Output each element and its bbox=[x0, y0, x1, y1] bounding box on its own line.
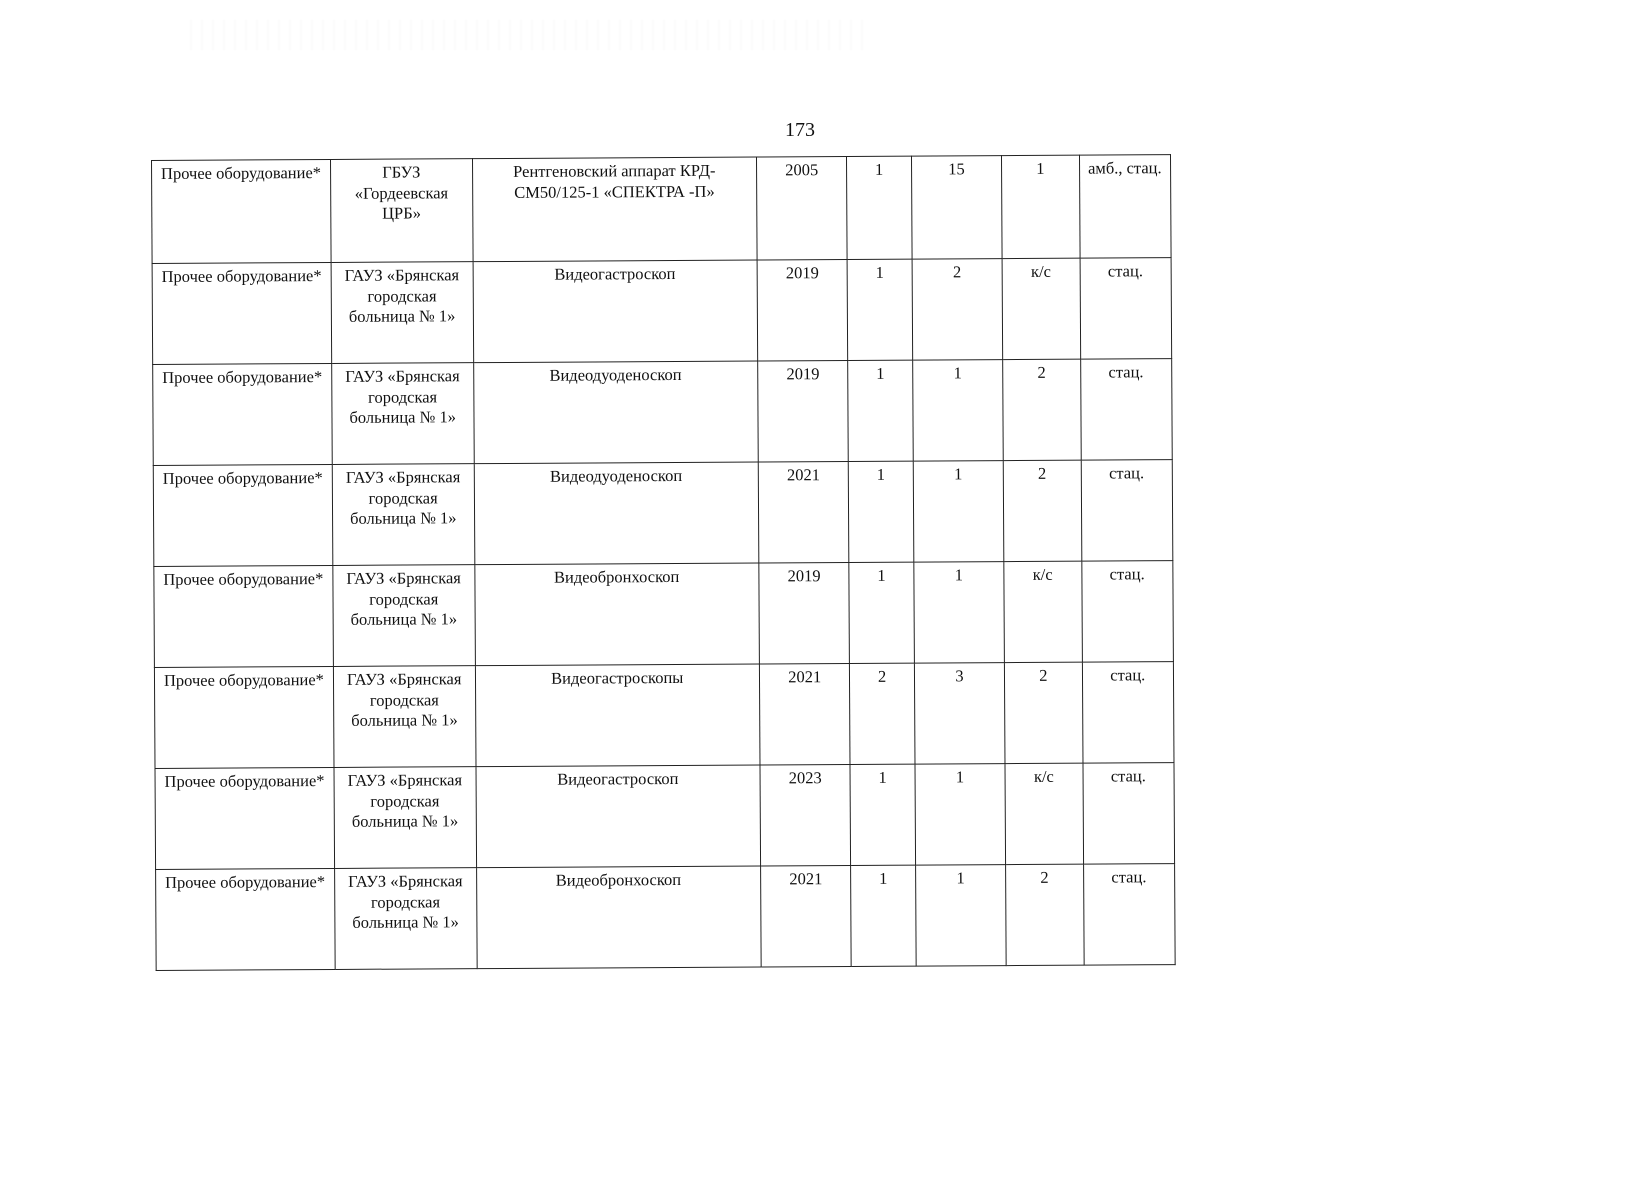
quantity-cell: 1 bbox=[847, 259, 912, 360]
wear-cell: 1 bbox=[915, 865, 1006, 967]
organization-cell: ГАУЗ «Брянская городская больница № 1» bbox=[333, 565, 475, 667]
table-row bbox=[156, 864, 1176, 971]
table-row bbox=[154, 561, 1174, 668]
organization-cell: ГАУЗ «Брянская городская больница № 1» bbox=[333, 666, 475, 768]
wear-cell: 1 bbox=[912, 360, 1003, 462]
shifts-cell: к/с bbox=[1004, 561, 1082, 662]
category-cell: Прочее оборудование* bbox=[155, 767, 334, 869]
category-cell: Прочее оборудование* bbox=[154, 666, 333, 768]
organization-cell: ГАУЗ «Брянская городская больница № 1» bbox=[331, 262, 473, 364]
table-row bbox=[153, 359, 1173, 466]
equipment-name-cell: Видеогастроскоп bbox=[473, 260, 758, 363]
quantity-cell: 1 bbox=[849, 461, 914, 562]
mode-cell: стац. bbox=[1081, 460, 1173, 562]
mode-cell: стац. bbox=[1083, 763, 1175, 865]
page-number: 173 bbox=[785, 119, 815, 141]
quantity-cell: 1 bbox=[848, 360, 913, 461]
shifts-cell: к/с bbox=[1005, 763, 1083, 864]
quantity-cell: 1 bbox=[847, 156, 912, 259]
wear-cell: 3 bbox=[914, 663, 1005, 765]
year-cell: 2023 bbox=[760, 764, 851, 866]
year-cell: 2021 bbox=[759, 663, 850, 765]
category-cell: Прочее оборудование* bbox=[156, 868, 335, 970]
mode-cell: амб., стац. bbox=[1079, 155, 1171, 259]
table-row bbox=[153, 460, 1173, 567]
equipment-name-cell: Видеобронхоскоп bbox=[474, 563, 759, 666]
table-row bbox=[154, 662, 1174, 769]
organization-cell: ГАУЗ «Брянская городская больница № 1» bbox=[334, 868, 476, 970]
equipment-name-cell: Видеодуоденоскоп bbox=[474, 462, 759, 565]
wear-cell: 1 bbox=[915, 764, 1006, 866]
organization-cell: ГАУЗ «Брянская городская больница № 1» bbox=[332, 464, 474, 566]
table-row bbox=[155, 763, 1175, 870]
shifts-cell: к/с bbox=[1002, 258, 1080, 359]
year-cell: 2019 bbox=[759, 562, 850, 664]
mode-cell: стац. bbox=[1082, 662, 1174, 764]
table-row bbox=[152, 155, 1172, 264]
wear-cell: 2 bbox=[912, 259, 1003, 361]
year-cell: 2005 bbox=[756, 156, 847, 260]
category-cell: Прочее оборудование* bbox=[152, 159, 331, 263]
mode-cell: стац. bbox=[1080, 258, 1172, 360]
category-cell: Прочее оборудование* bbox=[153, 363, 332, 465]
quantity-cell: 1 bbox=[850, 764, 915, 865]
year-cell: 2021 bbox=[758, 461, 849, 563]
mode-cell: стац. bbox=[1080, 359, 1172, 461]
equipment-name-cell: Видеодуоденоскоп bbox=[473, 361, 758, 464]
mode-cell: стац. bbox=[1081, 561, 1173, 663]
year-cell: 2019 bbox=[758, 360, 849, 462]
equipment-name-cell: Видеобронхоскоп bbox=[476, 866, 761, 969]
scan-artifact bbox=[190, 20, 870, 50]
equipment-name-cell: Видеогастроскопы bbox=[475, 664, 760, 767]
table-row bbox=[152, 258, 1172, 365]
wear-cell: 15 bbox=[911, 156, 1002, 260]
quantity-cell: 1 bbox=[851, 865, 916, 966]
organization-cell: ГАУЗ «Брянская городская больница № 1» bbox=[334, 767, 476, 869]
shifts-cell: 1 bbox=[1002, 155, 1080, 258]
wear-cell: 1 bbox=[914, 562, 1005, 664]
shifts-cell: 2 bbox=[1005, 662, 1083, 763]
equipment-name-cell: Рентгеновский аппарат КРД-СМ50/125-1 «СПЕКТРА -П» bbox=[472, 157, 757, 262]
shifts-cell: 2 bbox=[1003, 359, 1081, 460]
organization-cell: ГАУЗ «Брянская городская больница № 1» bbox=[332, 363, 474, 465]
category-cell: Прочее оборудование* bbox=[153, 464, 332, 566]
mode-cell: стац. bbox=[1083, 864, 1175, 966]
organization-cell: ГБУЗ «Гордеевская ЦРБ» bbox=[330, 159, 472, 263]
equipment-table bbox=[151, 154, 1176, 971]
shifts-cell: 2 bbox=[1003, 460, 1081, 561]
year-cell: 2021 bbox=[761, 865, 852, 967]
shifts-cell: 2 bbox=[1006, 864, 1084, 965]
quantity-cell: 2 bbox=[850, 663, 915, 764]
category-cell: Прочее оборудование* bbox=[152, 262, 331, 364]
equipment-name-cell: Видеогастроскоп bbox=[476, 765, 761, 868]
quantity-cell: 1 bbox=[849, 562, 914, 663]
year-cell: 2019 bbox=[757, 259, 848, 361]
category-cell: Прочее оборудование* bbox=[154, 565, 333, 667]
wear-cell: 1 bbox=[913, 461, 1004, 563]
